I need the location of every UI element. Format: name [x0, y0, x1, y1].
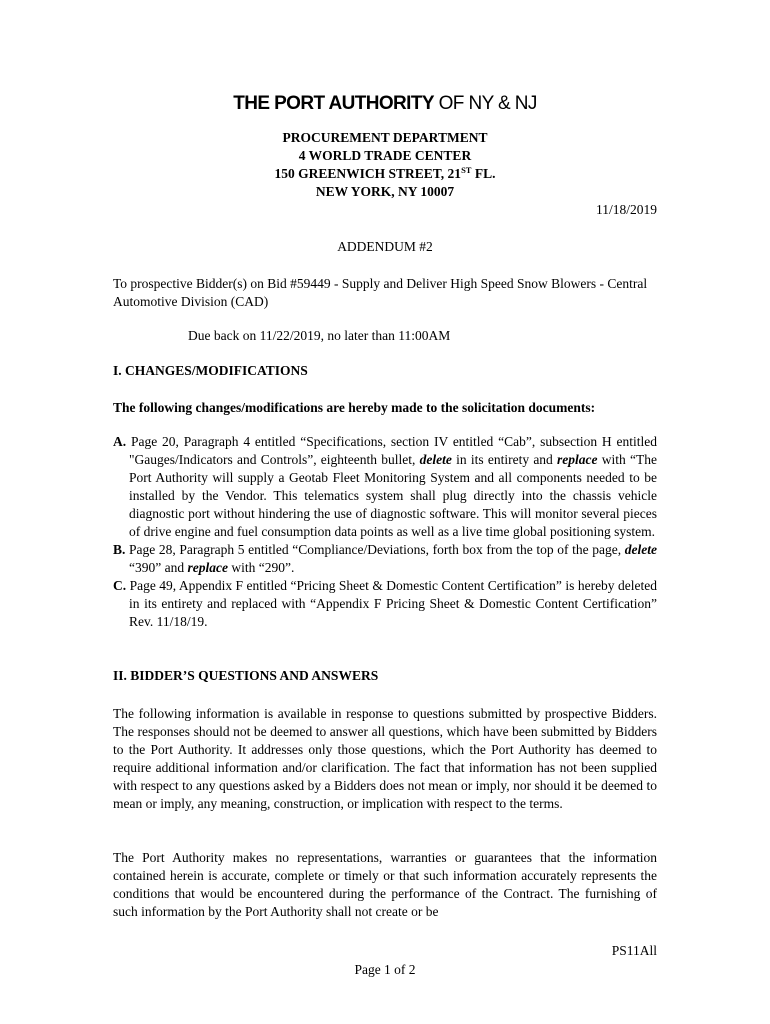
- item-text: with “The Port Authority will supply a Geotab Fleet Monitoring System and all components needed to be installed by the Vendor. This telematics system shall plug directly into the chassis vehicle diagnostic port without hindering the use of diagnostic software. This will monitor several pieces of drive engine and fuel consumption data points as well as a live time global positioning system.: [129, 452, 657, 539]
- changes-list: [113, 433, 657, 631]
- street-prefix: 150 GREENWICH STREET, 21: [274, 166, 462, 181]
- street-line: [0, 165, 770, 183]
- department-line: PROCUREMENT DEPARTMENT: [282, 130, 488, 145]
- item-text: in its entirety and: [451, 452, 558, 467]
- street-suffix: FL.: [471, 166, 496, 181]
- section-heading-questions: II. BIDDER’S QUESTIONS AND ANSWERS: [113, 668, 379, 683]
- intro-paragraph: To prospective Bidder(s) on Bid #59449 - Supply and Deliver High Speed Snow Blowers - Central Automotive Division (CAD): [113, 276, 648, 309]
- building-line: 4 WORLD TRADE CENTER: [298, 148, 472, 163]
- item-text: “390” and: [129, 560, 188, 575]
- questions-paragraph-1: The following information is available in response to questions submitted by prospective Bidders. The responses should not be deemed to answer all questions, which have been submitted by Bidders to the Port Authority. It addresses only those questions, which the Port Authority has deemed to require additional information and/or clarification. The fact that information has not been supplied with respect to any questions asked by a Bidders does not mean or imply, nor should it be deemed to mean or imply, any meaning, construction, or implication with respect to the terms.: [113, 706, 657, 811]
- change-item-b: [113, 541, 657, 577]
- port-authority-logo: [0, 93, 770, 115]
- street-superscript: ST: [461, 165, 472, 175]
- item-keyword-replace: replace: [557, 452, 598, 467]
- change-item-c: [113, 577, 657, 631]
- section-heading-changes: I. CHANGES/MODIFICATIONS: [113, 363, 308, 378]
- logo-strong-text: THE PORT AUTHORITY: [233, 93, 434, 114]
- item-keyword-delete: delete: [419, 452, 452, 467]
- city-line: NEW YORK, NY 10007: [315, 184, 455, 199]
- item-text: Page 49, Appendix F entitled “Pricing Sheet & Domestic Content Certification” is hereby deleted in its entirety and replaced with “Appendix F Pricing Sheet & Domestic Content Certification” Rev. 11/18/19.: [126, 578, 657, 629]
- document-date: 11/18/2019: [595, 202, 657, 217]
- item-text: Page 28, Paragraph 5 entitled “Compliance/Deviations, forth box from the top of the page,: [125, 542, 625, 557]
- logo-light-text: OF NY & NJ: [433, 93, 537, 114]
- item-letter: C.: [113, 578, 127, 593]
- due-back-line: Due back on 11/22/2019, no later than 11:00AM: [188, 328, 451, 343]
- item-keyword-replace: replace: [187, 560, 228, 575]
- item-text: with “290”.: [227, 560, 295, 575]
- item-keyword-delete: delete: [624, 542, 657, 557]
- page-number: Page 1 of 2: [354, 962, 416, 977]
- address-block: [0, 129, 770, 201]
- item-letter: A.: [113, 434, 127, 449]
- item-letter: B.: [113, 542, 126, 557]
- item-text: Page 20, Paragraph 4 entitled “Specifications, section IV entitled “Cab”, subsection H entitled "Gauges/Indicators and Controls”, eighteenth bullet,: [126, 434, 657, 467]
- changes-lead-text: The following changes/modifications are hereby made to the solicitation documents:: [113, 400, 596, 415]
- addendum-title: ADDENDUM #2: [337, 239, 433, 254]
- change-item-a: [113, 433, 657, 541]
- questions-paragraph-2: The Port Authority makes no representations, warranties or guarantees that the information contained herein is accurate, complete or timely or that such information accurately represents the conditions that would be encountered during the performance of the Contract. The furnishing of such information by the Port Authority shall not create or be: [113, 850, 657, 919]
- document-code: PS11All: [611, 943, 657, 958]
